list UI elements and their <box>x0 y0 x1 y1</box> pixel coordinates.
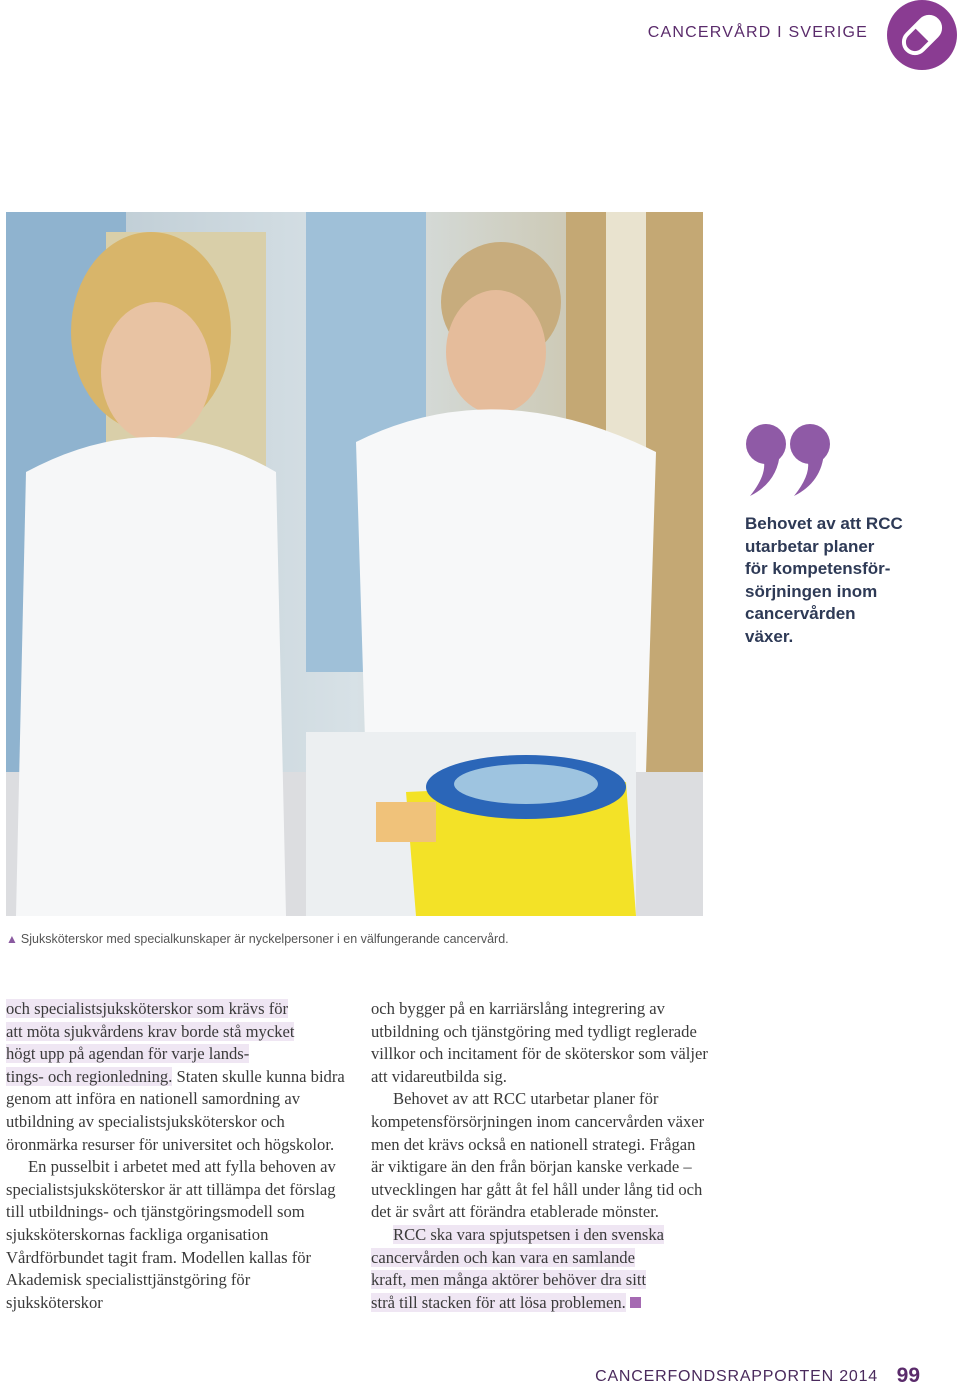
pull-quote-line: utarbetar planer <box>745 536 875 556</box>
pull-quote-line: för kompetensför- <box>745 559 891 578</box>
quote-mark-icon <box>744 412 840 498</box>
highlight-text: tings- och regionledning. <box>6 1066 173 1086</box>
caption-text: Sjuksköterskor med specialkunskaper är nyckelpersoner i en välfungerande cancervård. <box>20 932 509 946</box>
triangle-up-icon: ▲ <box>6 932 18 946</box>
highlight-text: kraft, men många aktörer behöver dra sitt <box>371 1270 647 1290</box>
highlight-text: att möta sjukvårdens krav borde stå mycket <box>6 1021 295 1041</box>
highlight-text: cancervården och kan vara en samlande <box>371 1247 635 1267</box>
paragraph: och bygger på en karriärslång integrering av utbildning och tjänstgöring med tydligt reglerade villkor och incitament för de sköterskor som väljer att vidareutbilda sig. <box>371 999 708 1086</box>
section-title: CANCERVÅRD I SVERIGE <box>647 24 868 41</box>
body-text: Staten skulle kunna bidra genom att införa en nationell samordning av utbildning av specialistsjuksköterskor och öronmärka resurser för universitet och högskolor. <box>6 1066 345 1154</box>
paragraph <box>371 1224 711 1314</box>
pull-quote-line: växer. <box>745 626 794 646</box>
paragraph: Behovet av att RCC utarbetar planer för kompetensförsörjningen inom cancervården växer men det krävs också en nationell strategi. Frågan är viktigare än den från början kanske verkade – utvecklingen har gått åt fel håll under lång tid och det är svårt att förändra etablerade mönster. <box>371 1089 705 1222</box>
paragraph: En pusselbit i arbetet med att fylla behoven av specialistsjuksköterskor är att tillämpa det förslag till utbildnings- och tjänstgöringsmodell som sjuksköterskornas fackliga organisation Vårdförbundet tagit fram. Modellen kallas för Akademisk specialisttjänstgöring för sjuksköterskor <box>6 1157 336 1312</box>
pill-icon <box>887 0 957 70</box>
page-number: 99 <box>896 1364 920 1387</box>
paragraph <box>6 998 346 1156</box>
highlight-text: strå till stacken för att lösa problemen. <box>371 1292 626 1312</box>
pull-quote-line: sörjningen inom <box>745 581 878 601</box>
pull-quote-line: Behovet av att RCC <box>745 514 903 533</box>
text-column-left <box>6 998 346 1314</box>
highlight-text: och specialistsjuksköterskor som krävs för <box>6 999 289 1018</box>
pull-quote-line: cancervården <box>745 604 856 623</box>
highlight-text: högt upp på agendan för varje lands- <box>6 1044 250 1064</box>
end-square-icon <box>630 1297 641 1308</box>
photo-caption <box>6 932 509 946</box>
text-column-right <box>371 998 711 1314</box>
photo-nurses <box>6 212 703 916</box>
footer-publication: CANCERFONDSRAPPORTEN 2014 <box>595 1368 878 1385</box>
pull-quote <box>745 513 945 648</box>
highlight-text: RCC ska vara spjutspetsen i den svenska <box>393 1224 664 1244</box>
